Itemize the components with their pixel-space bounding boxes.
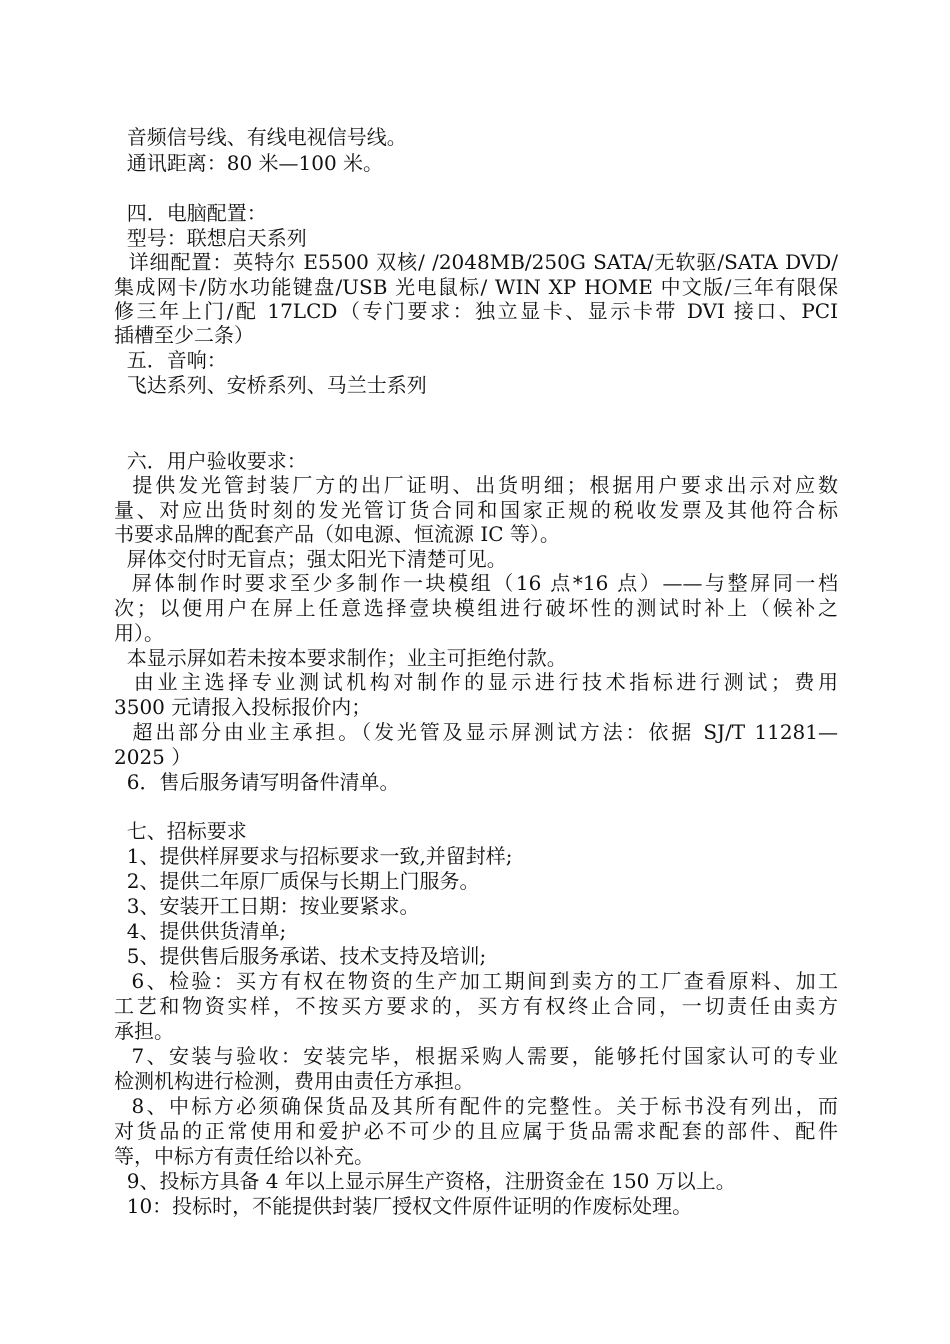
- section-heading: 四．电脑配置：: [114, 201, 267, 225]
- list-item: 9、投标方具备 4 年以上显示屏生产资格，注册资金在 150 万以上。: [114, 1169, 736, 1193]
- section-heading: 六．用户验收要求：: [114, 449, 307, 473]
- text-line: 集成网卡/防水功能键盘/USB 光电鼠标/ WIN XP HOME 中文版/三年有限保: [114, 275, 838, 299]
- text-line: 音频信号线、有线电视信号线。: [114, 125, 407, 149]
- text-line: 用）。: [114, 621, 164, 645]
- list-item: 工艺和物资实样，不按买方要求的，买方有权终止合同，一切责任由卖方: [114, 994, 838, 1018]
- list-item: 6、检验：买方有权在物资的生产加工期间到卖方的工厂查看原料、加工: [114, 969, 838, 993]
- text-line: 提供发光管封装厂方的出厂证明、出货明细；根据用户要求出示对应数: [114, 473, 838, 497]
- list-item: 对货品的正常使用和爱护必不可少的且应属于货品需求配套的部件、配件: [114, 1119, 838, 1143]
- text-line: 3500 元请报入投标报价内；: [114, 695, 372, 719]
- list-item: 等，中标方有责任给以补充。: [114, 1144, 374, 1168]
- list-item: 检测机构进行检测，费用由责任方承担。: [114, 1069, 474, 1093]
- list-item: 5、提供售后服务承诺、技术支持及培训;: [114, 944, 487, 968]
- list-item: 8、中标方必须确保货品及其所有配件的完整性。关于标书没有列出，而: [114, 1094, 838, 1118]
- text-line: 量、对应出货时刻的发光管订货合同和国家正规的税收发票及其他符合标: [114, 498, 838, 522]
- list-item: 3、安装开工日期：按业要紧求。: [114, 894, 420, 918]
- text-line: 通讯距离：80 米—100 米。: [114, 151, 384, 175]
- text-line: 修三年上门/配 17LCD（专门要求：独立显卡、显示卡带 DVI 接口、PCI: [114, 299, 838, 323]
- list-item: 1、提供样屏要求与招标要求一致,并留封样;: [114, 844, 513, 868]
- text-line: 详细配置：英特尔 E5500 双核/ /2048MB/250G SATA/无软驱/SATA DVD/: [114, 250, 838, 274]
- section-heading: 七、招标要求: [114, 819, 247, 843]
- list-item: 2、提供二年原厂质保与长期上门服务。: [114, 869, 480, 893]
- list-item: 10：投标时，不能提供封装厂授权文件原件证明的作废标处理。: [114, 1194, 693, 1218]
- text-line: 屏体制作时要求至少多制作一块模组（16 点*16 点）——与整屏同一档: [114, 571, 838, 595]
- section-heading: 五．音响：: [114, 348, 227, 372]
- text-line: 超出部分由业主承担。（发光管及显示屏测试方法：依据 SJ/T 11281—: [114, 720, 838, 744]
- list-item: 4、提供供货清单;: [114, 919, 287, 943]
- text-line: 书要求品牌的配套产品（如电源、恒流源 IC 等）。: [114, 522, 560, 546]
- list-item: 7、安装与验收：安装完毕，根据采购人需要，能够托付国家认可的专业: [114, 1044, 838, 1068]
- text-line: 屏体交付时无盲点；强太阳光下清楚可见。: [114, 547, 507, 571]
- text-line: 飞达系列、安桥系列、马兰士系列: [114, 373, 427, 397]
- list-item: 承担。: [114, 1019, 174, 1043]
- text-line: 由业主选择专业测试机构对制作的显示进行技术指标进行测试；费用: [114, 670, 838, 694]
- text-line: 本显示屏如若未按本要求制作；业主可拒绝付款。: [114, 646, 567, 670]
- text-line: 2025 ）: [114, 745, 192, 769]
- text-line: 型号：联想启天系列: [114, 226, 307, 250]
- text-line: 6．售后服务请写明备件清单。: [114, 770, 400, 794]
- text-line: 次；以便用户在屏上任意选择壹块模组进行破坏性的测试时补上（候补之: [114, 596, 838, 620]
- text-line: 插槽至少二条）: [114, 323, 254, 347]
